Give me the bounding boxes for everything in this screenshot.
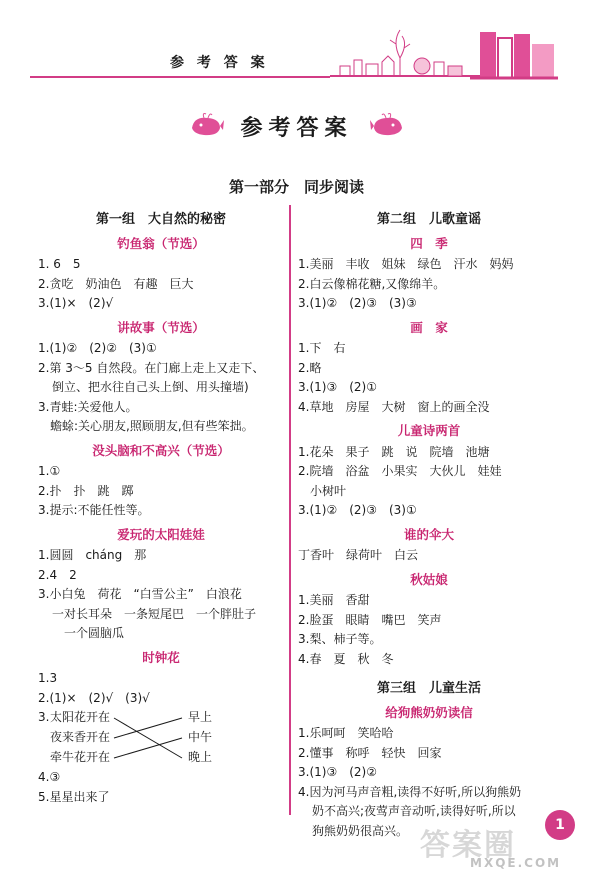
section-title: 爱玩的太阳娃娃 xyxy=(117,526,205,542)
section-no-brain xyxy=(38,441,284,521)
match-right-item: 早上 xyxy=(188,710,213,724)
right-column xyxy=(298,210,560,841)
answer-line: 2.略 xyxy=(298,360,322,375)
answer-line: 4.因为河马声音粗,读得不好听,所以狗熊奶 xyxy=(298,784,522,799)
answer-line: 3.小白兔 荷花 “白雪公主” 白浪花 xyxy=(38,587,242,601)
answer-line: 狗熊奶奶很高兴。 xyxy=(312,823,409,838)
answer-line: 3.提示:不能任性等。 xyxy=(38,503,150,517)
section-two-poems xyxy=(298,421,560,521)
matching-lines xyxy=(38,708,284,768)
answer-line: 3.(1)② (2)③ (3)③ xyxy=(298,296,417,310)
section-title: 四 季 xyxy=(410,235,448,251)
watermark-url: MXQE.COM xyxy=(470,856,562,870)
section-title: 谁的伞大 xyxy=(403,526,454,542)
section-title: 给狗熊奶奶读信 xyxy=(385,704,473,720)
section-whose-umbrella xyxy=(298,525,560,566)
match-left-item: 夜来香开在 xyxy=(50,730,111,744)
answer-line: 1.(1)② (2)② (3)① xyxy=(38,341,157,355)
section-title: 没头脑和不高兴（节选） xyxy=(92,442,230,458)
header-text: 参 考 答 案 xyxy=(170,55,269,71)
section-painter xyxy=(298,318,560,418)
answer-line: 3.(1)③ (2)② xyxy=(298,765,377,779)
answer-line: 3.(1)③ (2)① xyxy=(298,380,377,394)
answer-line: 1.① xyxy=(38,464,61,478)
section-storytelling xyxy=(38,318,284,437)
group-title: 第一组 大自然的秘密 xyxy=(95,212,226,227)
section-title: 时钟花 xyxy=(142,649,180,665)
answer-line: 3.(1)× (2)√ xyxy=(38,296,114,310)
answer-line: 5.星星出来了 xyxy=(38,789,110,804)
answer-line: 一对长耳朵 一条短尾巴 一个胖肚子 xyxy=(52,606,257,621)
answer-line: 1.乐呵呵 笑哈哈 xyxy=(298,726,394,740)
answer-line: 3.青蛙:关爱他人。 xyxy=(38,399,138,414)
match-right-item: 晚上 xyxy=(188,750,213,764)
match-left-item: 太阳花开在 xyxy=(50,710,111,724)
answer-line: 4.春 夏 秋 冬 xyxy=(298,651,394,666)
answer-line: 4.草地 房屋 大树 窗上的画全没 xyxy=(298,399,490,414)
section-sun-doll xyxy=(38,525,284,644)
section-title: 画 家 xyxy=(410,319,448,335)
answer-line: 1.花朵 果子 跳 说 院墙 池塘 xyxy=(298,444,490,459)
matching-diagram xyxy=(38,708,284,768)
match-right-item: 中午 xyxy=(188,730,213,744)
answer-line: 小树叶 xyxy=(298,483,347,498)
bookshelf-decoration-icon xyxy=(330,22,560,84)
main-title: 参考答案 xyxy=(240,116,353,141)
section-title: 钓鱼翁（节选） xyxy=(117,235,205,251)
answer-line: 1.3 xyxy=(38,671,58,685)
section-title: 儿童诗两首 xyxy=(397,423,461,438)
answer-line: 2.第 3～5 自然段。在门廊上走上又走下、 xyxy=(38,360,265,375)
answer-line: 2.脸蛋 眼睛 嘴巴 笑声 xyxy=(298,612,442,627)
column-divider xyxy=(289,205,291,815)
answer-line: 奶不高兴;夜莺声音动听,读得好听,所以 xyxy=(312,804,516,818)
section-title: 秋姑娘 xyxy=(410,571,448,587)
answer-line: 2.(1)× (2)√ (3)√ xyxy=(38,690,150,705)
group-title: 第三组 儿童生活 xyxy=(376,681,481,696)
answer-line: 2.4 2 xyxy=(38,567,77,582)
left-column xyxy=(38,210,284,807)
match-left-item: 牵牛花开在 xyxy=(50,750,111,764)
page-number: 1 xyxy=(545,810,575,840)
answer-line: 1.下 右 xyxy=(298,341,346,355)
section-clock-flower xyxy=(38,648,284,808)
answer-line: 3.(1)② (2)③ (3)① xyxy=(298,503,417,517)
group-title: 第二组 儿歌童谣 xyxy=(376,212,481,227)
answer-line: 2.贪吃 奶油色 有趣 巨大 xyxy=(38,276,194,291)
answer-line: 1.美丽 香甜 xyxy=(298,593,370,607)
answer-line: 1.圆圆 cháng 那 xyxy=(38,548,147,562)
answer-line: 一个圆脑瓜 xyxy=(52,626,125,640)
answer-line-prefix: 3. xyxy=(38,710,50,724)
section-autumn-girl xyxy=(298,570,560,670)
answer-line: 1.美丽 丰收 姐妹 绿色 汗水 妈妈 xyxy=(298,257,514,271)
header-rule xyxy=(30,76,330,78)
answer-line: 丁香叶 绿荷叶 白云 xyxy=(298,548,419,562)
whale-icon xyxy=(370,112,404,138)
answer-line: 2.懂事 称呼 轻快 回家 xyxy=(298,745,442,760)
section-four-seasons xyxy=(298,234,560,314)
part-title: 第一部分 同步阅读 xyxy=(228,178,364,196)
answer-title-banner xyxy=(0,108,593,148)
answer-line: 2.扑 扑 跳 踯 xyxy=(38,483,134,498)
answer-line: 4.③ xyxy=(38,770,61,784)
answer-line: 3.梨、柿子等。 xyxy=(298,632,382,646)
answer-line: 1. 6 5 xyxy=(38,257,81,271)
answer-line: 倒立、把水往自己头上倒、用头撞墙) xyxy=(52,380,249,394)
answer-line: 2.院墙 浴盆 小果实 大伙儿 娃娃 xyxy=(298,464,502,478)
section-fisherman xyxy=(38,234,284,314)
section-title: 讲故事（节选） xyxy=(117,319,205,335)
answer-line: 2.白云像棉花糖,又像绵羊。 xyxy=(298,276,446,291)
watermark-logo: 答案圈 xyxy=(420,828,516,863)
answer-line: 蟾蜍:关心朋友,照顾朋友,但有些笨拙。 xyxy=(38,419,254,433)
